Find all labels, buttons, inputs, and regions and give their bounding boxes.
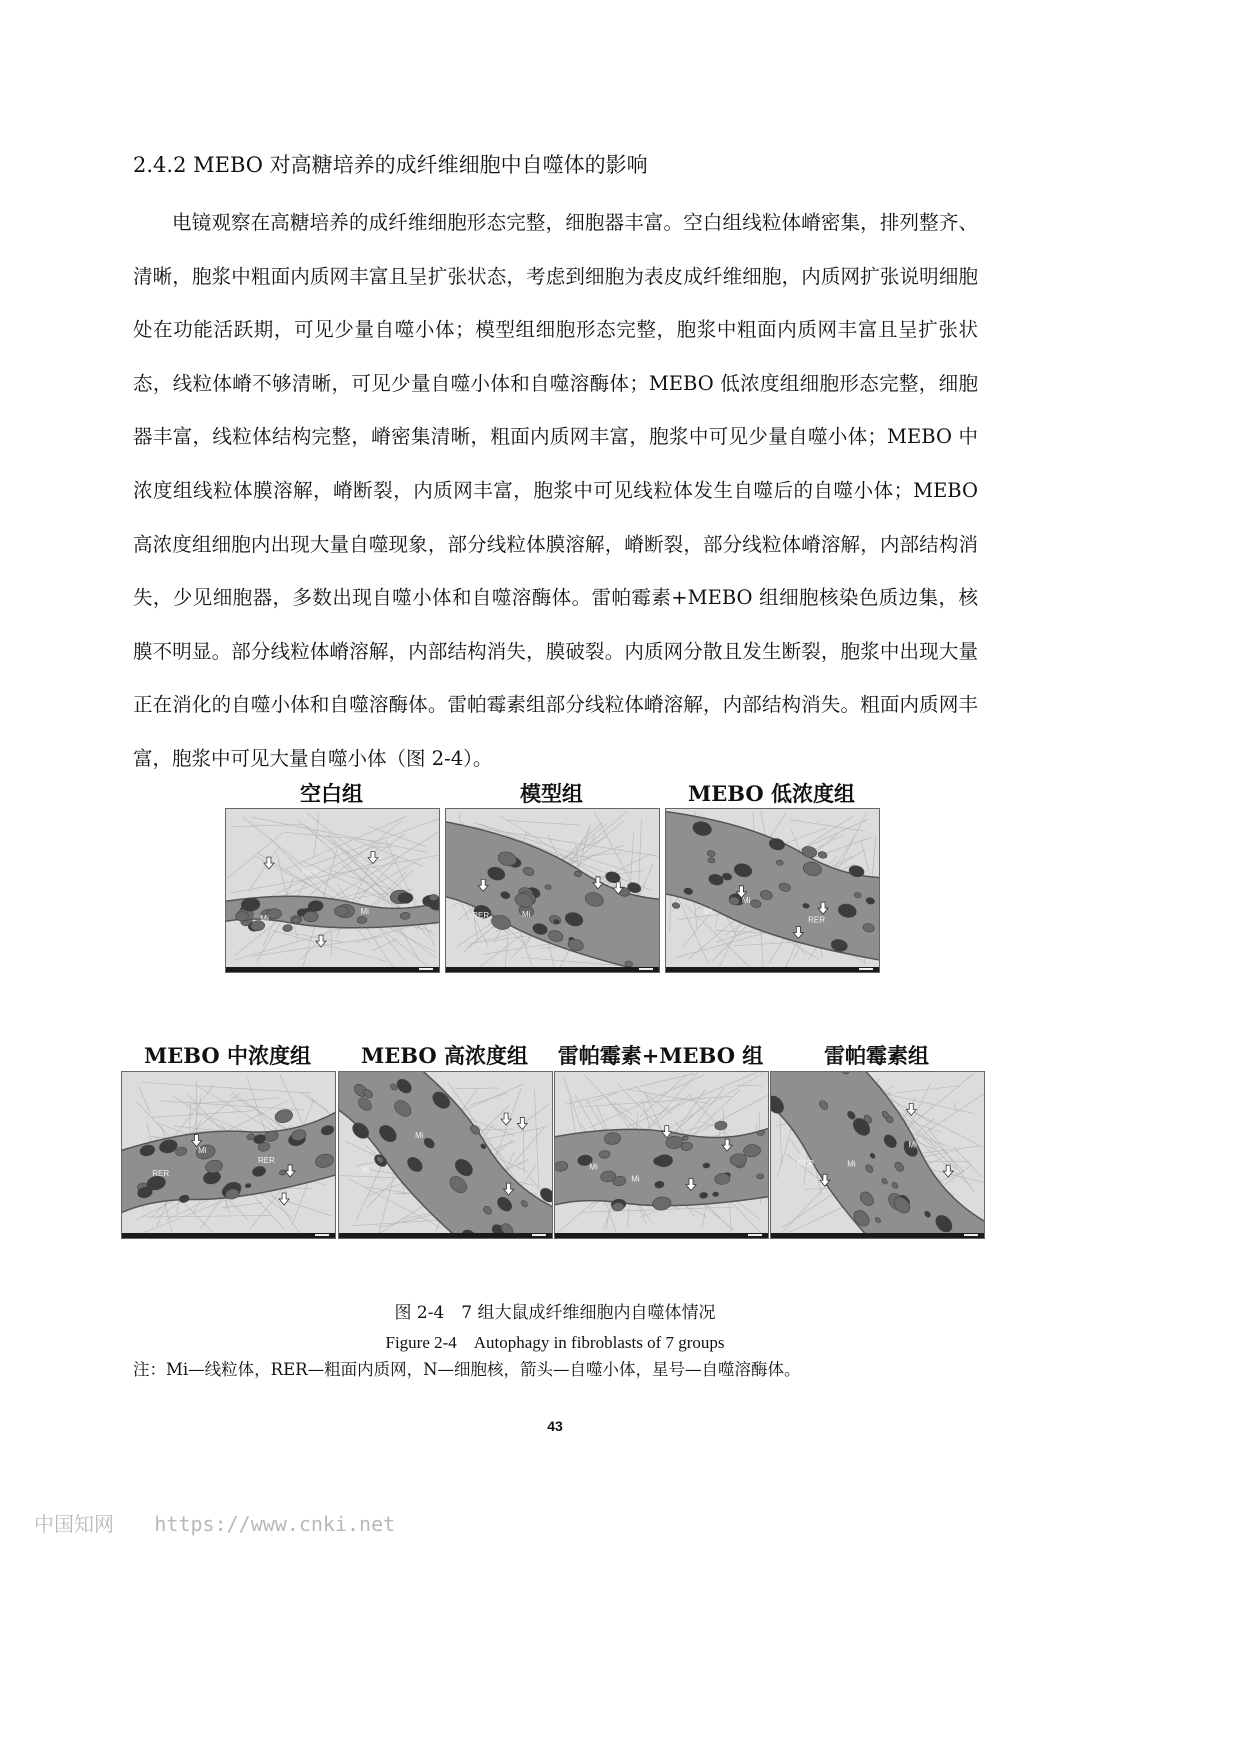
organelle-mark: Mi — [704, 907, 713, 917]
page-number: 43 — [547, 1418, 563, 1434]
organelle-mark: Mi — [742, 895, 751, 905]
figure-caption-cn: 图 2-4 7 组大鼠成纤维细胞内自噬体情况 — [394, 1303, 716, 1323]
organelle-mark: Mi — [847, 1159, 856, 1169]
organelle-mark: Mi — [360, 906, 369, 916]
organelle-mark: Mi — [361, 1165, 370, 1175]
watermark-url[interactable]: https://www.cnki.net — [154, 1512, 396, 1536]
panel-label: 空白组 — [300, 781, 363, 806]
micrograph-image — [445, 808, 660, 973]
organelle-mark: RER — [257, 1156, 275, 1166]
figure-caption-en: Figure 2-4 Autophagy in fibroblasts of 7 groups — [385, 1333, 725, 1352]
micrograph-image — [121, 1071, 336, 1239]
organelle-mark: Mi — [908, 1140, 917, 1150]
organelle-mark: Mi — [260, 914, 269, 924]
organelle-mark: RER — [472, 910, 490, 920]
panel-label: 雷帕霉素组 — [824, 1043, 929, 1068]
organelle-mark: Mi — [198, 1145, 207, 1155]
watermark-brand: 中国知网 — [34, 1512, 114, 1536]
organelle-mark: RER — [797, 1158, 815, 1168]
organelle-mark: Mi — [631, 1174, 640, 1184]
panel-label: MEBO 低浓度组 — [688, 781, 855, 806]
figure-note: 注：Mi—线粒体，RER—粗面内质网，N—细胞核，箭头—自噬小体，星号—自噬溶酶体。 — [133, 1360, 801, 1379]
micrograph-image — [225, 808, 440, 973]
panel-label: MEBO 高浓度组 — [361, 1043, 528, 1068]
organelle-mark: RER — [808, 915, 826, 925]
panel-label: 雷帕霉素+MEBO 组 — [557, 1043, 764, 1068]
panel-label: 模型组 — [520, 781, 583, 806]
organelle-mark: Mi — [521, 910, 531, 920]
organelle-mark: RER — [152, 1169, 170, 1179]
micrograph-image — [338, 1071, 553, 1239]
section-heading: 2.4.2 MEBO 对高糖培养的成纤维细胞中自噬体的影响 — [133, 153, 648, 177]
body-paragraph — [133, 196, 978, 786]
micrograph-image — [770, 1071, 985, 1239]
watermark — [34, 1508, 395, 1537]
body-paragraph-text: 电镜观察在高糖培养的成纤维细胞形态完整，细胞器丰富。空白组线粒体嵴密集，排列整齐、清晰，胞浆中粗面内质网丰富且呈扩张状态，考虑到细胞为表皮成纤维细胞，内质网扩张说明细胞处在功能活跃期，可见少量自噬小体；模型组细胞形态完整，胞浆中粗面内质网丰富且呈扩张状态，线粒体嵴不够清晰，可见少量自噬小体和自噬溶酶体；MEBO 低浓度组细胞形态完整，细胞器丰富，线粒体结构完整，嵴密集清晰，粗面内质网丰富，胞浆中可见少量自噬小体；MEBO 中浓度组线粒体膜溶解，嵴断裂，内质网丰富，胞浆中可见线粒体发生自噬后的自噬小体；MEBO 高浓度组细胞内出现大量自噬现象，部分线粒体膜溶解，嵴断裂，部分线粒体嵴溶解，内部结构消失，少见细胞器，多数出现自噬小体和自噬溶酶体。雷帕霉素+MEBO 组细胞核染色质边集，核膜不明显。部分线粒体嵴溶解，内部结构消失，膜破裂。内质网分散且发生断裂，胞浆中出现大量正在消化的自噬小体和自噬溶酶体。雷帕霉素组部分线粒体嵴溶解，内部结构消失。粗面内质网丰富，胞浆中可见大量自噬小体（图 2-4）。 — [133, 211, 978, 770]
micrograph-image — [554, 1071, 769, 1239]
panel-label: MEBO 中浓度组 — [144, 1043, 311, 1068]
organelle-mark: Mi — [589, 1162, 598, 1172]
micrograph-image — [665, 808, 880, 973]
organelle-mark: Mi — [415, 1131, 424, 1141]
organelle-mark: RER — [301, 867, 319, 877]
